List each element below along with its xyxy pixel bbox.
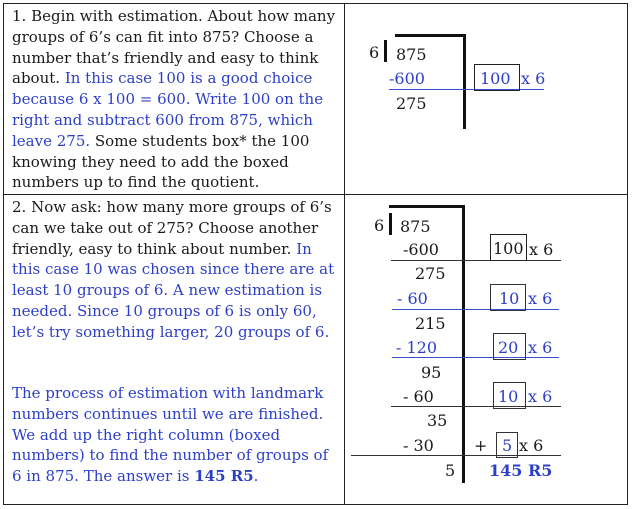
div2-row1-rule: [391, 260, 561, 261]
div2-divisor: 6: [374, 216, 385, 235]
div1-divisor: 6: [369, 43, 380, 62]
step1-box-note: Some students box* the 100 knowing they need to add the boxed numbers up to find the quotient.: [12, 131, 310, 192]
row-divider: [3, 194, 628, 195]
div2-row1-rem: 275: [415, 264, 446, 283]
div1-times: x 6: [521, 69, 546, 88]
div2-top-bar: [389, 205, 465, 208]
div1-quotient: 100: [480, 69, 511, 88]
step1-intro: 1. Begin with estimation. About how many groups of 6’s can fit into 875? Choose a number that’s friendly and easy to think about.: [12, 7, 336, 88]
step2-summary-text: [12, 383, 340, 487]
div2-row5-q: 5: [502, 436, 513, 455]
div2-row1-sub: -600: [403, 240, 439, 259]
step2-period: .: [253, 467, 259, 486]
div2-row3-rem: 95: [421, 363, 442, 382]
div2-row4-x: x 6: [528, 387, 553, 406]
div2-final-rem: 5: [445, 461, 456, 480]
div2-row1-q: 100: [493, 239, 524, 258]
div2-row2-x: x 6: [528, 289, 553, 308]
div2-row4-rem: 35: [427, 411, 448, 430]
div2-final-rule: [351, 455, 561, 456]
div1-right-bar: [463, 34, 466, 129]
div1-dividend: 875: [396, 45, 427, 64]
div1-top-bar: [395, 34, 466, 37]
div2-row1-x: x 6: [529, 240, 554, 259]
div2-row2-rem: 215: [415, 314, 446, 333]
column-divider: [344, 3, 345, 505]
div1-remainder: 275: [396, 94, 427, 113]
div2-divisor-bar: [389, 213, 392, 235]
div2-row3-sub: - 120: [396, 338, 438, 357]
div1-divisor-bar: [384, 40, 387, 62]
div2-row3-x: x 6: [528, 338, 553, 357]
step2-answer: 145 R5: [194, 467, 254, 486]
step1-explanation: In this case 100 is a good choice because 6 x 100 = 600. Write 100 on the right and subtract 600 from 875, which leave 275.: [12, 69, 324, 150]
div2-row2-q: 10: [499, 289, 520, 308]
div2-row2-rule: [392, 309, 559, 310]
div2-right-bar: [462, 205, 465, 483]
step2-intro: 2. Now ask: how many more groups of 6’s can we take out of 275? Choose another friendly, easy to think about number.: [12, 198, 332, 258]
div2-row4-sub: - 60: [403, 387, 434, 406]
div2-row2-sub: - 60: [397, 289, 428, 308]
div2-row4-rule: [391, 406, 561, 407]
div2-row5-sub: - 30: [403, 436, 434, 455]
step2-summary: The process of estimation with landmark numbers continues until we are finished. We add up the right column (boxed numbers) to find the number of groups of 6 in 875. The answer is: [12, 384, 329, 486]
div2-row5-plus: +: [474, 436, 488, 455]
step1-text: [12, 6, 340, 193]
step2-text: [12, 197, 340, 343]
div1-subtrahend: -600: [389, 69, 425, 88]
div1-sub-rule: [389, 89, 544, 90]
div2-row3-q: 20: [498, 338, 519, 357]
div2-row5-x: x 6: [519, 436, 544, 455]
div2-dividend: 875: [400, 217, 431, 236]
step2-explanation: In this case 10 was chosen since there are at least 10 groups of 6. A new estimation is needed. Since 10 groups of 6 is only 60, let’s try something larger, 20 groups of 6.: [12, 239, 335, 341]
div2-row4-q: 10: [498, 387, 519, 406]
div2-row3-rule: [392, 357, 559, 358]
div2-total: 145 R5: [489, 461, 553, 480]
